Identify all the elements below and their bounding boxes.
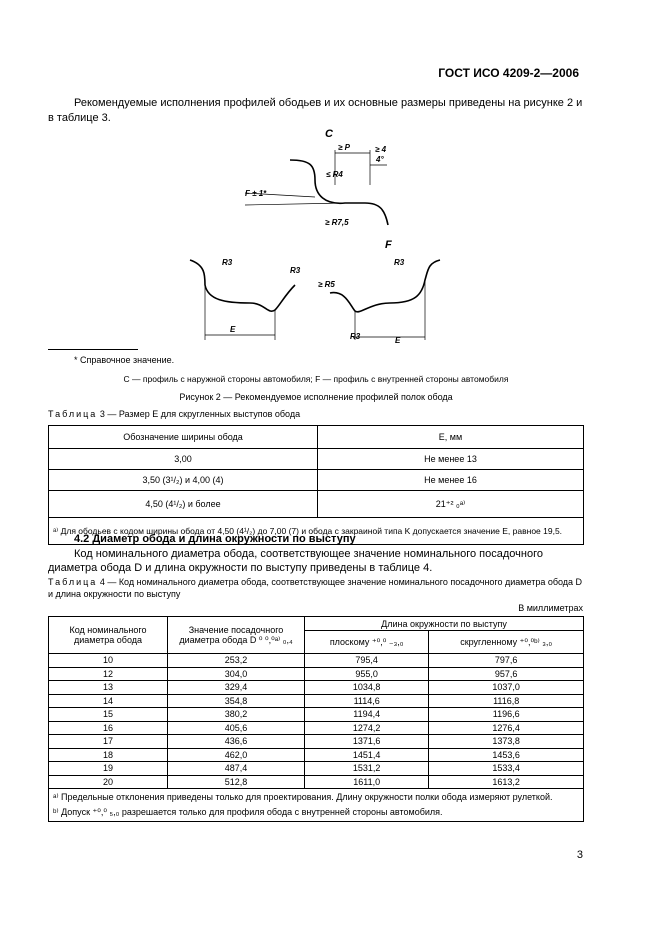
table-row: 4,50 (4¹/₂) и более 21⁺² ₀ᵃ⁾: [49, 491, 584, 518]
profile-f-right-outline: [330, 260, 440, 312]
table4-header-round: скругленному ⁺⁰,⁰ᵇ⁾ ₃,₀: [429, 631, 584, 654]
label-f: F: [385, 239, 392, 251]
profile-f-left-outline: [190, 260, 295, 311]
table4-title: Таблица 4 — Код номинального диаметра обода, соответствующее значение номинального посадочного диаметра обода D и длина окружности по выступу: [48, 577, 583, 599]
svg-text:R3: R3: [394, 258, 405, 267]
svg-text:≥ R5: ≥ R5: [318, 280, 335, 289]
table-row: 13 329,4 1034,8 1037,0: [49, 681, 584, 695]
svg-text:E: E: [395, 336, 401, 345]
table-row: 15 380,2 1194,4 1196,6: [49, 708, 584, 722]
footnote-rule: [48, 349, 138, 350]
svg-text:≥ 4: ≥ 4: [375, 145, 387, 154]
figure-footnote: * Справочное значение.: [74, 355, 175, 365]
rim-profile-figure: [150, 125, 470, 350]
svg-text:R3: R3: [350, 332, 361, 341]
document-header: ГОСТ ИСО 4209-2—2006: [438, 66, 579, 80]
svg-text:4°: 4°: [376, 155, 384, 164]
label-c: C: [325, 128, 333, 140]
table4-header-code: Код номинального диаметра обода: [49, 617, 168, 654]
section-heading: 4.2 Диаметр обода и длина окружности по выступу: [74, 533, 356, 545]
table3-note: ᵃ⁾ Для ободьев с кодом ширины обода от 4,50 (4¹/₂) до 7,00 (7) и обода с закраиной типа K допускается значение E, равное 19,5.: [49, 518, 584, 545]
svg-text:R3: R3: [290, 266, 301, 275]
page-number: 3: [576, 849, 583, 861]
table-row: 3,00 Не менее 13: [49, 449, 584, 470]
table3: [48, 425, 584, 545]
table-row: 20 512,8 1611,0 1613,2: [49, 775, 584, 789]
table4-header-flat: плоскому ⁺⁰,⁰ ₋₃,₀: [305, 631, 429, 654]
table3-header-e: E, мм: [318, 426, 584, 449]
figure-caption: Рисунок 2 — Рекомендуемое исполнение профилей полок обода: [179, 392, 453, 402]
svg-text:≥ R7,5: ≥ R7,5: [325, 218, 349, 227]
table-row: 10 253,2 795,4 797,6: [49, 654, 584, 668]
table-row: 12 304,0 955,0 957,6: [49, 667, 584, 681]
figure-legend: C — профиль с наружной стороны автомобиля; F — профиль с внутренней стороны автомобиля: [123, 374, 509, 384]
svg-text:≤ R4: ≤ R4: [326, 170, 343, 179]
svg-text:R3: R3: [222, 258, 233, 267]
table3-header-width: Обозначение ширины обода: [49, 426, 318, 449]
table-row: 16 405,6 1274,2 1276,4: [49, 721, 584, 735]
table-row: 19 487,4 1531,2 1533,4: [49, 762, 584, 776]
svg-text:E: E: [230, 325, 236, 334]
table-row: 17 436,6 1371,6 1373,8: [49, 735, 584, 749]
svg-text:F ± 1*: F ± 1*: [245, 189, 267, 198]
table4: [48, 616, 584, 822]
table-row: 14 354,8 1114,6 1116,8: [49, 694, 584, 708]
table4-unit: В миллиметрах: [518, 603, 583, 613]
table4-notes: ᵃ⁾ Предельные отклонения приведены только для проектирования. Длину окружности полки обода измеряют рулеткой. ᵇ⁾ Допуск ⁺⁰,⁰ ₅,₀ разрешается только для профиля обода с внутренней стороны автомобиля.: [49, 789, 584, 822]
table4-header-length: Длина окружности по выступу: [305, 617, 584, 631]
table4-header-diameter: Значение посадочного диаметра обода D ⁰ ⁰,⁰ᵃ⁾ ₀,₄: [168, 617, 305, 654]
section-paragraph: Код номинального диаметра обода, соответствующее значение номинального посадочного диаметра обода D и длина окружности по выступу приведены в таблице 4.: [48, 548, 543, 574]
table-row: 3,50 (3¹/₂) и 4,00 (4) Не менее 16: [49, 470, 584, 491]
table3-title: Таблица 3 — Размер E для скругленных выступов обода: [48, 409, 301, 419]
intro-paragraph: Рекомендуемые исполнения профилей ободьев и их основные размеры приведены на рисунке 2 и в таблице 3.: [48, 97, 583, 124]
svg-text:≥ P: ≥ P: [338, 143, 350, 152]
table-row: 18 462,0 1451,4 1453,6: [49, 748, 584, 762]
